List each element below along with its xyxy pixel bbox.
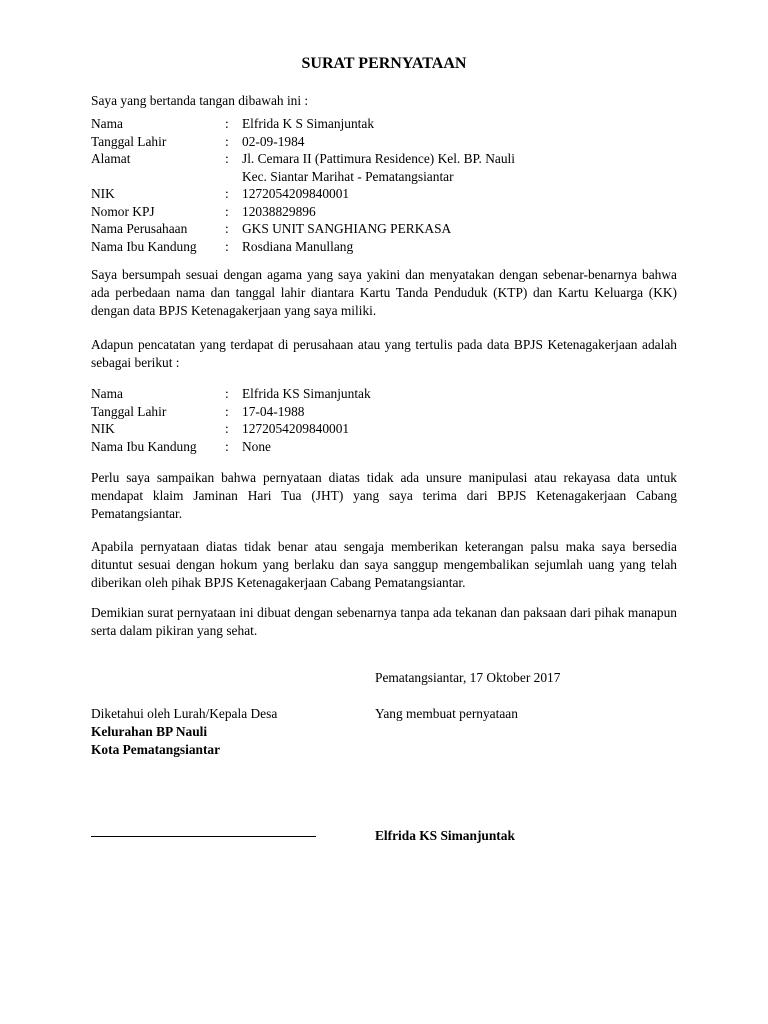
right-sign-heading: Yang membuat pernyataan: [375, 706, 518, 721]
field-value: None: [242, 438, 272, 454]
field-value: 1272054209840001: [242, 186, 350, 201]
paragraph-bpjs-record: Adapun pencatatan yang terdapat di perusahaan atau yang tertulis pada data BPJS Ketenagakerjaan adalah sebagai berikut :: [91, 337, 677, 370]
field-value: 02-09-1984: [242, 133, 305, 149]
identity-row: [91, 115, 677, 133]
field-value: Jl. Cemara II (Pattimura Residence) Kel. BP. Nauli: [242, 151, 515, 166]
document-title: SURAT PERNYATAAN: [301, 55, 467, 72]
identity-row: [91, 133, 677, 151]
paragraph-liability: Apabila pernyataan diatas tidak benar atau sengaja memberikan keterangan palsu maka saya bersedia dituntut sesuai dengan hokum yang berlaku dan saya sanggup mengembalikan sejumlah uang yang telah diberikan oleh pihak BPJS Ketenagakerjaan Cabang Pematangsiantar.: [91, 539, 677, 590]
identity-row: [91, 203, 677, 221]
field-label: Nomor KPJ: [91, 203, 155, 219]
field-value: Kec. Siantar Marihat - Pematangsiantar: [242, 168, 454, 184]
field-label: Alamat: [91, 151, 131, 166]
field-colon: :: [225, 386, 229, 401]
field-label: Nama: [91, 116, 123, 131]
field-label: Nama Ibu Kandung: [91, 438, 197, 454]
left-sign-city: Kota Pematangsiantar: [91, 742, 221, 757]
field-colon: :: [225, 116, 229, 131]
bpjs-row: [91, 385, 677, 403]
field-label: NIK: [91, 186, 115, 201]
bpjs-row: [91, 420, 677, 438]
field-colon: :: [225, 238, 229, 254]
field-value: GKS UNIT SANGHIANG PERKASA: [242, 221, 452, 236]
identity-row: [91, 150, 677, 168]
field-label: Nama Ibu Kandung: [91, 238, 197, 254]
identity-row: [91, 238, 677, 256]
field-value: 1272054209840001: [242, 421, 350, 436]
bpjs-row: [91, 403, 677, 421]
field-value: Elfrida K S Simanjuntak: [242, 116, 375, 131]
identity-table: [91, 115, 677, 255]
left-sign-heading: Diketahui oleh Lurah/Kepala Desa: [91, 706, 278, 721]
field-value: Elfrida KS Simanjuntak: [242, 386, 371, 401]
field-label: NIK: [91, 421, 115, 436]
field-colon: :: [225, 421, 229, 436]
field-colon: :: [225, 186, 229, 201]
place-date: Pematangsiantar, 17 Oktober 2017: [375, 670, 561, 685]
field-value: 12038829896: [242, 203, 316, 219]
bpjs-row: [91, 438, 677, 456]
intro-text: Saya yang bertanda tangan dibawah ini :: [91, 93, 309, 108]
field-colon: :: [225, 203, 229, 219]
signer-name: Elfrida KS Simanjuntak: [375, 828, 515, 843]
field-value: 17-04-1988: [242, 403, 305, 419]
signature-line: [91, 836, 316, 837]
identity-row: [91, 220, 677, 238]
field-value: Rosdiana Manullang: [242, 238, 354, 254]
field-colon: :: [225, 403, 229, 419]
bpjs-table: [91, 385, 677, 455]
identity-row: [91, 168, 677, 186]
field-colon: :: [225, 133, 229, 149]
field-colon: :: [225, 221, 229, 236]
paragraph-oath: Saya bersumpah sesuai dengan agama yang saya yakini dan menyatakan dengan sebenar-benarnya bahwa ada perbedaan nama dan tanggal lahir diantara Kartu Tanda Penduduk (KTP) dan Kartu Keluarga (KK) dengan data BPJS Ketenagakerjaan yang saya miliki.: [91, 267, 677, 318]
paragraph-closing: Demikian surat pernyataan ini dibuat dengan sebenarnya tanpa ada tekanan dan paksaan dari pihak manapun serta dalam pikiran yang sehat.: [91, 605, 677, 638]
field-label: Tanggal Lahir: [91, 133, 167, 149]
paragraph-no-manipulation: Perlu saya sampaikan bahwa pernyataan diatas tidak ada unsure manipulasi atau rekayasa data untuk mendapat klaim Jaminan Hari Tua (JHT) yang saya terima dari BPJS Ketenagakerjaan Cabang Pematangsiantar.: [91, 470, 677, 521]
field-colon: :: [225, 438, 229, 454]
field-label: Nama Perusahaan: [91, 221, 188, 236]
field-label: Nama: [91, 386, 123, 401]
identity-row: [91, 185, 677, 203]
left-sign-office: Kelurahan BP Nauli: [91, 724, 208, 739]
field-label: Tanggal Lahir: [91, 403, 167, 419]
field-colon: :: [225, 151, 229, 166]
